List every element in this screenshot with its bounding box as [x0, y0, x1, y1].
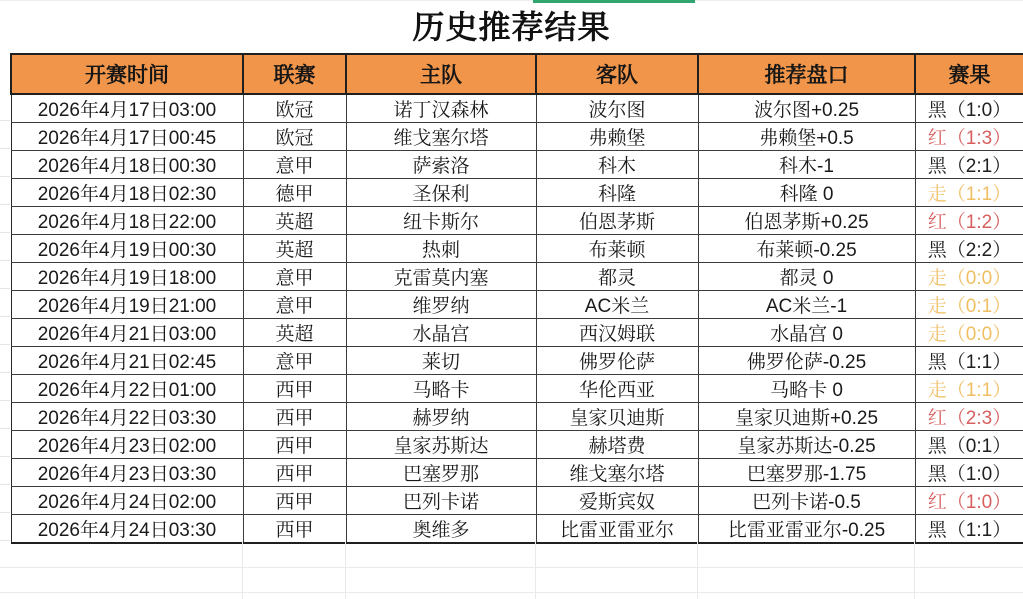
cell-away-team[interactable]: 西汉姆联	[536, 319, 698, 347]
cell-league[interactable]: 德甲	[243, 179, 346, 207]
cell-home-team[interactable]: 维戈塞尔塔	[346, 123, 536, 151]
cell-result[interactable]: 走（1:1）	[915, 375, 1023, 403]
cell-home-team[interactable]: 水晶宫	[346, 319, 536, 347]
cell-start-time[interactable]: 2026年4月21日02:45	[11, 347, 243, 375]
cell-handicap[interactable]: 皇家苏斯达-0.25	[698, 431, 915, 459]
cell-home-team[interactable]: 萨索洛	[346, 151, 536, 179]
table-row	[11, 207, 1023, 235]
cell-league[interactable]: 西甲	[243, 403, 346, 431]
results-table	[10, 53, 1023, 544]
cell-result[interactable]: 黑（2:1）	[915, 151, 1023, 179]
cell-result[interactable]: 黑（1:0）	[915, 459, 1023, 487]
cell-home-team[interactable]: 纽卡斯尔	[346, 207, 536, 235]
cell-result[interactable]: 黑（1:0）	[915, 94, 1023, 123]
table-row	[11, 291, 1023, 319]
cell-league[interactable]: 西甲	[243, 431, 346, 459]
cell-league[interactable]: 西甲	[243, 515, 346, 544]
cell-start-time[interactable]: 2026年4月17日00:45	[11, 123, 243, 151]
cell-home-team[interactable]: 热刺	[346, 235, 536, 263]
cell-start-time[interactable]: 2026年4月22日01:00	[11, 375, 243, 403]
cell-home-team[interactable]: 巴塞罗那	[346, 459, 536, 487]
table-body	[11, 94, 1023, 543]
cell-handicap[interactable]: 佛罗伦萨-0.25	[698, 347, 915, 375]
cell-start-time[interactable]: 2026年4月21日03:00	[11, 319, 243, 347]
cell-home-team[interactable]: 赫罗纳	[346, 403, 536, 431]
sheet-gridline-horizontal	[0, 592, 1023, 593]
cell-away-team[interactable]: 科木	[536, 151, 698, 179]
cell-league[interactable]: 西甲	[243, 375, 346, 403]
table-row	[11, 347, 1023, 375]
cell-start-time[interactable]: 2026年4月19日21:00	[11, 291, 243, 319]
cell-start-time[interactable]: 2026年4月18日02:30	[11, 179, 243, 207]
col-header-result[interactable]: 赛果	[915, 54, 1023, 94]
sheet-gridline-vertical	[914, 541, 915, 599]
cell-handicap[interactable]: 马略卡 0	[698, 375, 915, 403]
cell-start-time[interactable]: 2026年4月23日03:30	[11, 459, 243, 487]
cell-away-team[interactable]: 科隆	[536, 179, 698, 207]
cell-away-team[interactable]: 佛罗伦萨	[536, 347, 698, 375]
cell-start-time[interactable]: 2026年4月17日03:00	[11, 94, 243, 123]
cell-away-team[interactable]: 爱斯宾奴	[536, 487, 698, 515]
sheet-gridline-vertical	[345, 541, 346, 599]
cell-home-team[interactable]: 维罗纳	[346, 291, 536, 319]
table-row	[11, 179, 1023, 207]
cell-result[interactable]: 走（0:1）	[915, 291, 1023, 319]
cell-handicap[interactable]: 布莱顿-0.25	[698, 235, 915, 263]
cell-league[interactable]: 欧冠	[243, 94, 346, 123]
table-row	[11, 235, 1023, 263]
cell-start-time[interactable]: 2026年4月19日18:00	[11, 263, 243, 291]
cell-home-team[interactable]: 皇家苏斯达	[346, 431, 536, 459]
cell-league[interactable]: 意甲	[243, 263, 346, 291]
cell-result[interactable]: 走（0:0）	[915, 263, 1023, 291]
cell-start-time[interactable]: 2026年4月24日03:30	[11, 515, 243, 544]
cell-result[interactable]: 黑（1:1）	[915, 515, 1023, 544]
cell-league[interactable]: 意甲	[243, 151, 346, 179]
cell-handicap[interactable]: AC米兰-1	[698, 291, 915, 319]
cell-home-team[interactable]: 奥维多	[346, 515, 536, 544]
cell-home-team[interactable]: 克雷莫内塞	[346, 263, 536, 291]
table-row	[11, 263, 1023, 291]
sheet-gridline-vertical	[242, 541, 243, 599]
table-row	[11, 515, 1023, 544]
table-header-row	[11, 54, 1023, 94]
cell-result[interactable]: 黑（0:1）	[915, 431, 1023, 459]
cell-handicap[interactable]: 弗赖堡+0.5	[698, 123, 915, 151]
cell-league[interactable]: 英超	[243, 319, 346, 347]
cell-away-team[interactable]: 波尔图	[536, 94, 698, 123]
col-header-handicap[interactable]: 推荐盘口	[698, 54, 915, 94]
table-row	[11, 487, 1023, 515]
cell-home-team[interactable]: 马略卡	[346, 375, 536, 403]
cell-home-team[interactable]: 圣保利	[346, 179, 536, 207]
cell-handicap[interactable]: 巴列卡诺-0.5	[698, 487, 915, 515]
col-header-home-team[interactable]: 主队	[346, 54, 536, 94]
cell-away-team[interactable]: 赫塔费	[536, 431, 698, 459]
cell-handicap[interactable]: 波尔图+0.25	[698, 94, 915, 123]
cell-handicap[interactable]: 科隆 0	[698, 179, 915, 207]
cell-result[interactable]: 黑（1:1）	[915, 347, 1023, 375]
cell-league[interactable]: 欧冠	[243, 123, 346, 151]
cell-result[interactable]: 黑（2:2）	[915, 235, 1023, 263]
table-row	[11, 151, 1023, 179]
cell-result[interactable]: 红（1:0）	[915, 487, 1023, 515]
sheet-selection-indicator	[533, 0, 695, 3]
cell-handicap[interactable]: 皇家贝迪斯+0.25	[698, 403, 915, 431]
cell-start-time[interactable]: 2026年4月23日02:00	[11, 431, 243, 459]
cell-result[interactable]: 红（2:3）	[915, 403, 1023, 431]
cell-league[interactable]: 英超	[243, 207, 346, 235]
cell-result[interactable]: 红（1:2）	[915, 207, 1023, 235]
cell-start-time[interactable]: 2026年4月22日03:30	[11, 403, 243, 431]
sheet-grid-left-margin	[0, 93, 10, 541]
cell-league[interactable]: 意甲	[243, 347, 346, 375]
table-row	[11, 123, 1023, 151]
cell-away-team[interactable]: 比雷亚雷亚尔	[536, 515, 698, 544]
cell-league[interactable]: 意甲	[243, 291, 346, 319]
cell-start-time[interactable]: 2026年4月18日22:00	[11, 207, 243, 235]
cell-start-time[interactable]: 2026年4月19日00:30	[11, 235, 243, 263]
table-row	[11, 431, 1023, 459]
cell-away-team[interactable]: 弗赖堡	[536, 123, 698, 151]
cell-start-time[interactable]: 2026年4月18日00:30	[11, 151, 243, 179]
cell-result[interactable]: 红（1:3）	[915, 123, 1023, 151]
sheet-gridline-horizontal	[0, 567, 1023, 568]
cell-league[interactable]: 西甲	[243, 487, 346, 515]
cell-away-team[interactable]: 伯恩茅斯	[536, 207, 698, 235]
col-header-start-time[interactable]: 开赛时间	[11, 54, 243, 94]
cell-handicap[interactable]: 水晶宫 0	[698, 319, 915, 347]
col-header-league[interactable]: 联赛	[243, 54, 346, 94]
cell-league[interactable]: 西甲	[243, 459, 346, 487]
cell-handicap[interactable]: 巴塞罗那-1.75	[698, 459, 915, 487]
cell-away-team[interactable]: 皇家贝迪斯	[536, 403, 698, 431]
sheet-top-edge	[0, 0, 1023, 1]
cell-result[interactable]: 走（0:0）	[915, 319, 1023, 347]
cell-handicap[interactable]: 都灵 0	[698, 263, 915, 291]
cell-away-team[interactable]: AC米兰	[536, 291, 698, 319]
table-row	[11, 94, 1023, 123]
cell-result[interactable]: 走（1:1）	[915, 179, 1023, 207]
cell-handicap[interactable]: 比雷亚雷亚尔-0.25	[698, 515, 915, 544]
sheet-gridline-vertical	[697, 541, 698, 599]
col-header-away-team[interactable]: 客队	[536, 54, 698, 94]
table-row	[11, 375, 1023, 403]
table-row	[11, 403, 1023, 431]
cell-away-team[interactable]: 布莱顿	[536, 235, 698, 263]
cell-home-team[interactable]: 诺丁汉森林	[346, 94, 536, 123]
table-row	[11, 319, 1023, 347]
sheet-gridline-vertical	[535, 541, 536, 599]
cell-away-team[interactable]: 维戈塞尔塔	[536, 459, 698, 487]
cell-handicap[interactable]: 科木-1	[698, 151, 915, 179]
table-row	[11, 459, 1023, 487]
cell-start-time[interactable]: 2026年4月24日02:00	[11, 487, 243, 515]
cell-away-team[interactable]: 华伦西亚	[536, 375, 698, 403]
cell-league[interactable]: 英超	[243, 235, 346, 263]
cell-handicap[interactable]: 伯恩茅斯+0.25	[698, 207, 915, 235]
page-title: 历史推荐结果	[412, 9, 611, 45]
cell-home-team[interactable]: 巴列卡诺	[346, 487, 536, 515]
cell-home-team[interactable]: 莱切	[346, 347, 536, 375]
cell-away-team[interactable]: 都灵	[536, 263, 698, 291]
